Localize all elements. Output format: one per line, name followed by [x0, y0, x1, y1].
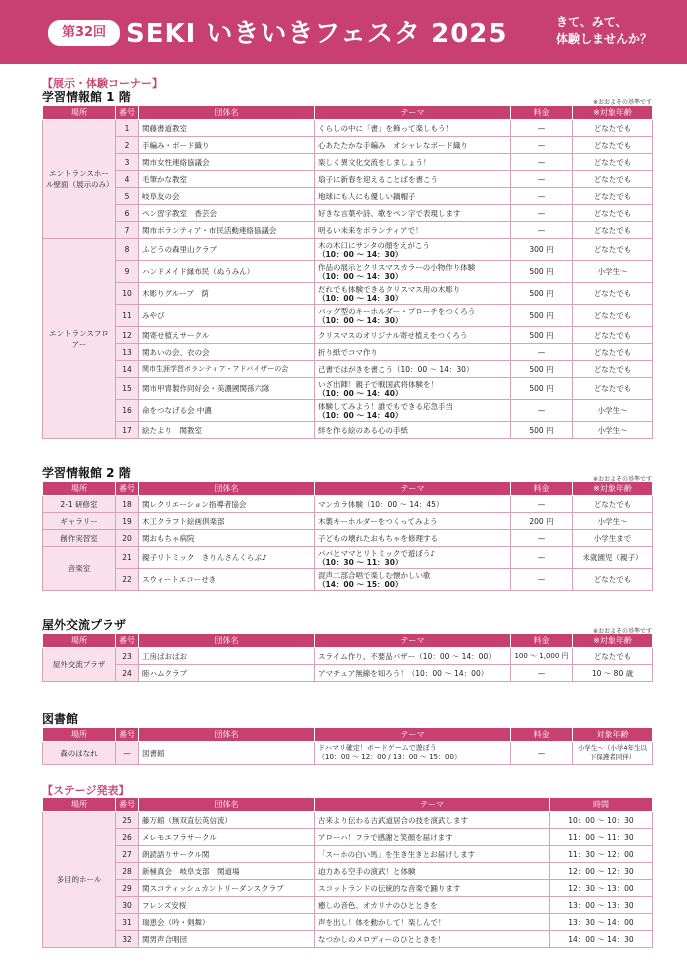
col-number: 番号 [116, 482, 139, 496]
theme-line: だれでも体験できるクリスマス用の木彫り [318, 284, 461, 294]
theme-cell [315, 378, 511, 400]
floor2-section [42, 466, 652, 591]
theme-cell: アローハ！フラで感謝と笑顔を届けます [315, 829, 550, 846]
col-place: 場所 [43, 106, 116, 120]
table-row [43, 914, 653, 931]
tagline-line-1: きて、みて、 [556, 15, 628, 29]
col-number: 番号 [116, 728, 139, 742]
col-fee: 料金 [511, 482, 573, 496]
number-cell: 8 [116, 239, 139, 261]
theme-cell: マンカラ体験（10：00 ～ 14：45） [315, 496, 511, 513]
stage-section [42, 784, 652, 948]
table-row [43, 665, 653, 682]
group-cell: 木彫りグループ 荫 [139, 283, 315, 305]
number-cell: 7 [116, 222, 139, 239]
theme-cell [315, 547, 511, 569]
time-cell: 12：00 ～ 12：30 [550, 863, 653, 880]
group-cell: 命をつなげる会 中濃 [139, 400, 315, 422]
age-cell: どなたでも [573, 154, 653, 171]
table-row [43, 222, 653, 239]
fee-cell: — [511, 344, 573, 361]
group-cell: ペン習字教室 香芸会 [139, 205, 315, 222]
group-cell: 関男声合唱団 [139, 931, 315, 948]
group-cell: 関市女性連絡協議会 [139, 154, 315, 171]
group-cell: 関市生涯学習ボランティア・アドバイザーの会 [139, 361, 315, 378]
table-row [43, 812, 653, 829]
col-fee: 料金 [511, 634, 573, 648]
theme-cell: 木製キーホルダーをつくってみよう [315, 513, 511, 530]
floor1-title: 学習情報館 1 階 [42, 90, 131, 104]
theme-cell [315, 742, 511, 765]
col-number: 番号 [116, 798, 139, 812]
number-cell: 23 [116, 648, 139, 665]
table-row [43, 742, 653, 765]
age-cell: どなたでも [573, 283, 653, 305]
floor2-table [42, 481, 653, 591]
fee-cell: 500 円 [511, 361, 573, 378]
time-cell: 14：00 ～ 14：30 [550, 931, 653, 948]
col-number: 番号 [116, 634, 139, 648]
age-cell: 小学生～ [573, 400, 653, 422]
group-cell: みやび [139, 305, 315, 327]
number-cell: 4 [116, 171, 139, 188]
fee-cell: 500 円 [511, 283, 573, 305]
theme-cell [315, 305, 511, 327]
library-table [42, 727, 653, 765]
number-cell: 19 [116, 513, 139, 530]
col-place: 場所 [43, 798, 116, 812]
group-cell: フレンズ安桜 [139, 897, 315, 914]
floor1-section [42, 77, 652, 439]
theme-line: 体験してみよう！誰でもできる応急手当 [318, 401, 453, 411]
table-row [43, 400, 653, 422]
table-row [43, 569, 653, 591]
theme-cell [315, 261, 511, 283]
number-cell: 17 [116, 422, 139, 439]
age-cell: どなたでも [573, 188, 653, 205]
group-cell: ふどうの森里山クラブ [139, 239, 315, 261]
group-cell: 瑞恵会（吟・剣舞） [139, 914, 315, 931]
tagline-line-2: 体験しませんか？ [556, 32, 653, 46]
age-cell: どなたでも [573, 239, 653, 261]
place-cell: ギャラリー [43, 513, 116, 530]
time-cell: 12：30 ～ 13：00 [550, 880, 653, 897]
theme-cell [315, 400, 511, 422]
table-row [43, 513, 653, 530]
time-cell: 13：30 ～ 14：00 [550, 914, 653, 931]
number-cell: 27 [116, 846, 139, 863]
table-row [43, 897, 653, 914]
theme-cell: 己書ではがきを書こう（10：00 ～ 14：30） [315, 361, 511, 378]
theme-cell: スコットランドの伝統的な音楽で踊ります [315, 880, 550, 897]
group-cell: 関藤書道教室 [139, 120, 315, 137]
fee-cell: 300 円 [511, 239, 573, 261]
time-cell: 11：30 ～ 12：00 [550, 846, 653, 863]
theme-cell [315, 569, 511, 591]
col-group: 団体名 [139, 728, 315, 742]
group-cell: 関レクリエーション指導者協会 [139, 496, 315, 513]
table-row [43, 239, 653, 261]
place-cell: 創作実習室 [43, 530, 116, 547]
table-row [43, 547, 653, 569]
age-cell: 小学生～ [573, 261, 653, 283]
age-cell: どなたでも [573, 378, 653, 400]
group-cell: 関あいの会、衣の会 [139, 344, 315, 361]
theme-time: （14：00 ～ 15：00） [318, 579, 403, 589]
col-group: 団体名 [139, 482, 315, 496]
table-row [43, 648, 653, 665]
number-cell: 30 [116, 897, 139, 914]
table-row [43, 880, 653, 897]
table-row [43, 120, 653, 137]
group-cell: 手編み・ボード織り [139, 137, 315, 154]
col-age: ※対象年齢 [573, 106, 653, 120]
col-fee: 料金 [511, 106, 573, 120]
table-row [43, 344, 653, 361]
theme-cell: スライム作り、不要品バザー（10：00 ～ 14：00） [315, 648, 511, 665]
group-cell: メレモエフラサークル [139, 829, 315, 846]
fee-cell: — [511, 665, 573, 682]
theme-line: 木の木口にサンタの顔をえがこう [318, 240, 430, 250]
group-cell: 関寄せ植えサークル [139, 327, 315, 344]
number-cell: 13 [116, 344, 139, 361]
theme-cell: 声を出し！体を動かして！楽しんで！ [315, 914, 550, 931]
col-theme: テーマ [315, 106, 511, 120]
theme-cell: 地球にも人にも優しい鍋帽子 [315, 188, 511, 205]
fee-cell: 500 円 [511, 378, 573, 400]
theme-time: （10：00 ～ 14：30） [318, 249, 403, 259]
theme-cell: 迫力ある空手の演武！と体験 [315, 863, 550, 880]
col-time: 時間 [550, 798, 653, 812]
number-cell: — [116, 742, 139, 765]
theme-cell: アマチュア無線を知ろう！（10：00 ～ 14：00） [315, 665, 511, 682]
exhibit-corner-label: 【展示・体験コーナー】 [42, 77, 163, 90]
group-cell: 親子リトミック きりんさんくらぶ♪ [139, 547, 315, 569]
stage-table [42, 797, 653, 948]
col-theme: テーマ [315, 482, 511, 496]
note: ※おおよその基準です [592, 628, 652, 635]
theme-line: ドハマリ確定！ボードゲームで遊ぼう [318, 744, 437, 752]
number-cell: 3 [116, 154, 139, 171]
theme-time: （10：00 ～ 14：30） [318, 271, 403, 281]
group-cell: 図書館 [139, 742, 315, 765]
table-row [43, 327, 653, 344]
col-age: ※対象年齢 [573, 482, 653, 496]
col-place: 場所 [43, 634, 116, 648]
theme-line: パパとママとリトミックで遊ぼう♪ [318, 548, 436, 558]
outdoor-table [42, 633, 653, 682]
fee-cell: — [511, 171, 573, 188]
age-cell: どなたでも [573, 327, 653, 344]
fee-cell: — [511, 530, 573, 547]
theme-line: 作品の展示とクリスマスカラーの小物作り体験 [318, 262, 476, 272]
place-cell: エントランスホール壁面（展示のみ） [43, 120, 116, 239]
note: ※おおよその基準です [592, 99, 652, 106]
col-age: 対象年齢 [573, 728, 653, 742]
theme-line: バッグ型のキーホルダー・ブローチをつくろう [318, 306, 476, 316]
fee-cell: — [511, 222, 573, 239]
place-cell: 森のはなれ [43, 742, 116, 765]
table-row [43, 829, 653, 846]
table-row [43, 261, 653, 283]
col-group: 団体名 [139, 106, 315, 120]
theme-time: （10：00 ～ 14：30） [318, 293, 403, 303]
group-cell: 関スコティッシュカントリーダンスクラブ [139, 880, 315, 897]
theme-cell: 明るい未来をボランティアで！ [315, 222, 511, 239]
note: ※おおよその基準です [592, 476, 652, 483]
age-cell: どなたでも [573, 171, 653, 188]
place-cell: 多目的ホール [43, 812, 116, 948]
group-cell: 関おもちゃ病院 [139, 530, 315, 547]
number-cell: 22 [116, 569, 139, 591]
age-cell: どなたでも [573, 496, 653, 513]
age-cell: どなたでも [573, 648, 653, 665]
table-row [43, 863, 653, 880]
group-cell: 岐阜友の会 [139, 188, 315, 205]
age-cell: 小学生～（小学4年生以下保護者同伴） [573, 742, 653, 765]
fee-cell: — [511, 205, 573, 222]
age-cell: どなたでも [573, 344, 653, 361]
col-group: 団体名 [139, 798, 315, 812]
tagline [556, 14, 684, 48]
col-place: 場所 [43, 482, 116, 496]
number-cell: 10 [116, 283, 139, 305]
library-title: 図書館 [42, 712, 79, 726]
stage-corner-label: 【ステージ発表】 [42, 784, 130, 797]
theme-cell: 扇子に新春を迎えることばを書こう [315, 171, 511, 188]
floor2-title: 学習情報館 2 階 [42, 466, 131, 480]
age-cell: 小学生まで [573, 530, 653, 547]
fee-cell: 500 円 [511, 261, 573, 283]
theme-cell: なつかしのメロディーのひとときを！ [315, 931, 550, 948]
place-cell: 2-1 研修室 [43, 496, 116, 513]
fee-cell: — [511, 742, 573, 765]
group-cell: 関市甲冑製作同好会・美濃國関孫六隊 [139, 378, 315, 400]
outdoor-title: 屋外交流プラザ [42, 618, 127, 632]
theme-time: （10：30 ～ 11：30） [318, 557, 403, 567]
table-row [43, 305, 653, 327]
age-cell: どなたでも [573, 361, 653, 378]
fee-cell: 500 円 [511, 422, 573, 439]
theme-time: （10：00 ～ 14：30） [318, 315, 403, 325]
theme-time: （10：00 ～ 12：00 / 13：00 ～ 15：00） [318, 753, 461, 761]
age-cell: 10 ～ 80 歳 [573, 665, 653, 682]
table-row [43, 283, 653, 305]
number-cell: 25 [116, 812, 139, 829]
fee-cell: — [511, 120, 573, 137]
table-row [43, 378, 653, 400]
theme-cell: 癒しの音色、オカリナのひとときを [315, 897, 550, 914]
fee-cell: — [511, 137, 573, 154]
number-cell: 26 [116, 829, 139, 846]
number-cell: 2 [116, 137, 139, 154]
age-cell: どなたでも [573, 569, 653, 591]
col-theme: テーマ [315, 634, 511, 648]
number-cell: 5 [116, 188, 139, 205]
place-cell: 音楽室 [43, 547, 116, 591]
number-cell: 1 [116, 120, 139, 137]
col-group: 団体名 [139, 634, 315, 648]
fee-cell: 500 円 [511, 305, 573, 327]
time-cell: 10：00 ～ 10：30 [550, 812, 653, 829]
number-cell: 12 [116, 327, 139, 344]
age-cell: どなたでも [573, 205, 653, 222]
group-cell: 朗読語りサークル関 [139, 846, 315, 863]
theme-cell: 心あたたかな手編み オシャレなボード織り [315, 137, 511, 154]
theme-cell: 楽しく異文化交流をしましょう！ [315, 154, 511, 171]
group-cell: 藤万館（無双直伝英信流） [139, 812, 315, 829]
col-place: 場所 [43, 728, 116, 742]
theme-cell: 古来より伝わる古武道居合の技を演武します [315, 812, 550, 829]
number-cell: 9 [116, 261, 139, 283]
number-cell: 20 [116, 530, 139, 547]
group-cell: 工房ぱおぱお [139, 648, 315, 665]
number-cell: 24 [116, 665, 139, 682]
number-cell: 21 [116, 547, 139, 569]
group-cell: 睦ハムクラブ [139, 665, 315, 682]
age-cell: どなたでも [573, 120, 653, 137]
theme-cell: くらしの中に「書」を飾って楽しもう！ [315, 120, 511, 137]
group-cell: 関市ボランティア・市民活動連絡協議会 [139, 222, 315, 239]
theme-cell: 「スーホの白い馬」を生き生きとお届けします [315, 846, 550, 863]
table-row [43, 154, 653, 171]
header-banner [0, 0, 687, 64]
number-cell: 14 [116, 361, 139, 378]
theme-cell: 好きな言葉や詩、歌をペン字で表現します [315, 205, 511, 222]
theme-cell [315, 283, 511, 305]
table-row [43, 846, 653, 863]
fee-cell: — [511, 154, 573, 171]
fee-cell: 200 円 [511, 513, 573, 530]
age-cell: 小学生～ [573, 513, 653, 530]
theme-cell: 子どもの壊れたおもちゃを修理する [315, 530, 511, 547]
col-theme: テーマ [315, 798, 550, 812]
number-cell: 32 [116, 931, 139, 948]
number-cell: 18 [116, 496, 139, 513]
library-section [42, 712, 652, 765]
number-cell: 15 [116, 378, 139, 400]
fee-cell: — [511, 188, 573, 205]
number-cell: 11 [116, 305, 139, 327]
number-cell: 6 [116, 205, 139, 222]
theme-cell: 絆を作る絵のある心の手紙 [315, 422, 511, 439]
theme-cell [315, 239, 511, 261]
outdoor-section [42, 618, 652, 682]
table-row [43, 931, 653, 948]
place-cell: エントランスフロアー [43, 239, 116, 439]
number-cell: 28 [116, 863, 139, 880]
group-cell: ハンドメイド縁布民（ぬうみん） [139, 261, 315, 283]
fee-cell: 500 円 [511, 327, 573, 344]
table-row [43, 171, 653, 188]
age-cell: どなたでも [573, 305, 653, 327]
col-theme: テーマ [315, 728, 511, 742]
fee-cell: — [511, 569, 573, 591]
table-row [43, 188, 653, 205]
festival-title: SEKI いきいきフェスタ 2025 [126, 19, 508, 49]
group-cell: 新極真会 岐阜支部 関道場 [139, 863, 315, 880]
fee-cell: — [511, 496, 573, 513]
fee-cell: — [511, 547, 573, 569]
table-row [43, 205, 653, 222]
time-cell: 11：00 ～ 11：30 [550, 829, 653, 846]
fee-cell: — [511, 400, 573, 422]
number-cell: 16 [116, 400, 139, 422]
col-number: 番号 [116, 106, 139, 120]
number-cell: 29 [116, 880, 139, 897]
theme-time: （10：00 ～ 14：40） [318, 410, 403, 420]
table-row [43, 137, 653, 154]
edition-badge: 第32回 [48, 20, 120, 46]
theme-cell: 折り紙でコマ作り [315, 344, 511, 361]
age-cell: 小学生～ [573, 422, 653, 439]
theme-cell: クリスマスのオリジナル寄せ植えをつくろう [315, 327, 511, 344]
age-cell: どなたでも [573, 137, 653, 154]
table-row [43, 422, 653, 439]
age-cell: どなたでも [573, 222, 653, 239]
theme-time: （10：00 ～ 14：40） [318, 388, 403, 398]
number-cell: 31 [116, 914, 139, 931]
group-cell: 毛筆かな教室 [139, 171, 315, 188]
table-row [43, 530, 653, 547]
group-cell: スウィートエコーせき [139, 569, 315, 591]
table-row [43, 496, 653, 513]
time-cell: 13：00 ～ 13：30 [550, 897, 653, 914]
table-row [43, 361, 653, 378]
floor1-table [42, 105, 653, 439]
place-cell: 屋外交流プラザ [43, 648, 116, 682]
fee-cell: 100 ～ 1,000 円 [511, 648, 573, 665]
col-fee: 料金 [511, 728, 573, 742]
col-age: ※対象年齢 [573, 634, 653, 648]
age-cell: 未就園児（親子） [573, 547, 653, 569]
group-cell: 木工クラフト絵画倶楽部 [139, 513, 315, 530]
theme-line: 混声二部合唱で楽しむ懐かしい歌 [318, 570, 431, 580]
theme-line: いざ出陣！親子で戦国武将体験を！ [318, 379, 438, 389]
group-cell: 絵たより 関教室 [139, 422, 315, 439]
